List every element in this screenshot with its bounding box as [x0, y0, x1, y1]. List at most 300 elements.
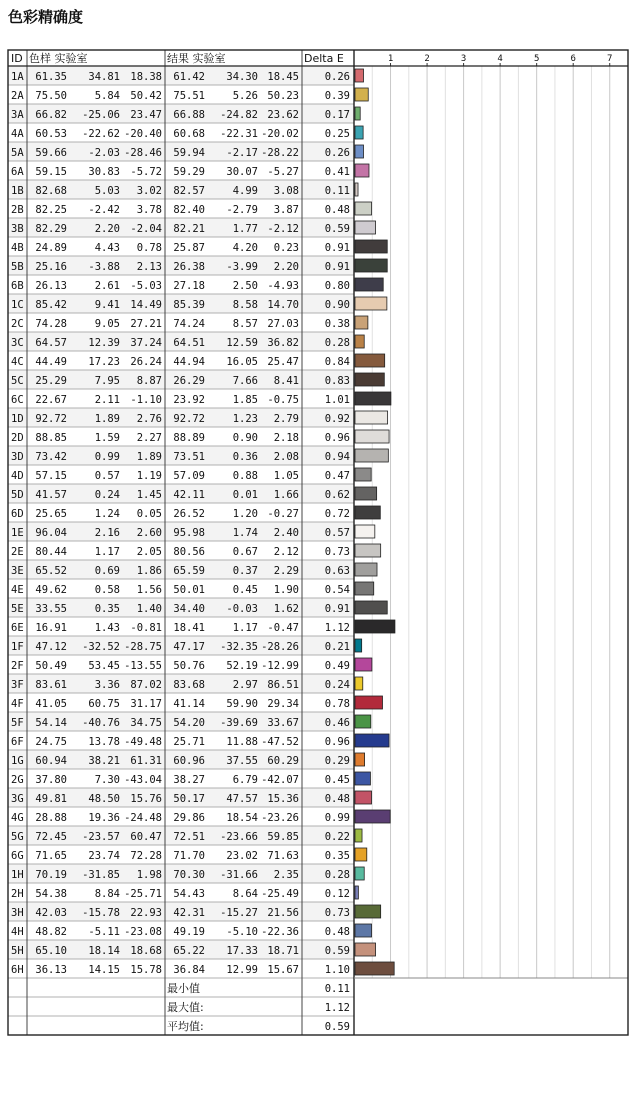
- sample-lab-value: 0.57: [94, 470, 120, 482]
- sample-lab-value: 22.67: [35, 394, 67, 406]
- page-title: 色彩精确度: [8, 8, 84, 26]
- delta-e-bar: [355, 259, 387, 272]
- sample-lab-value: 1.59: [94, 432, 120, 444]
- result-lab-value: 60.29: [267, 755, 299, 767]
- delta-e-value: 0.46: [324, 717, 350, 729]
- result-lab-value: 0.01: [232, 489, 258, 501]
- result-lab-value: -2.12: [267, 223, 299, 235]
- row-id: 2H: [11, 888, 24, 900]
- result-lab-value: 25.71: [173, 736, 205, 748]
- delta-e-bar: [355, 126, 363, 139]
- result-lab-value: -28.22: [261, 147, 299, 159]
- sample-lab-value: -43.04: [124, 774, 162, 786]
- sample-lab-value: -23.08: [124, 926, 162, 938]
- delta-e-value: 0.11: [324, 185, 350, 197]
- result-lab-value: -0.03: [226, 603, 258, 615]
- sample-lab-value: 87.02: [130, 679, 162, 691]
- sample-lab-value: -24.48: [124, 812, 162, 824]
- delta-e-value: 0.59: [324, 223, 350, 235]
- delta-e-value: 0.28: [324, 337, 350, 349]
- x-tick-label: 7: [607, 54, 613, 64]
- result-lab-value: 26.38: [173, 261, 205, 273]
- sample-lab-value: -32.52: [82, 641, 120, 653]
- result-lab-value: -12.99: [261, 660, 299, 672]
- row-id: 5D: [11, 489, 24, 501]
- row-id: 4G: [11, 812, 24, 824]
- result-lab-value: 83.68: [173, 679, 205, 691]
- result-lab-value: -25.49: [261, 888, 299, 900]
- row-id: 1B: [11, 185, 24, 197]
- result-lab-value: 61.42: [173, 71, 205, 83]
- delta-e-value: 0.54: [324, 584, 350, 596]
- sample-lab-value: 15.78: [130, 964, 162, 976]
- sample-lab-value: 83.61: [35, 679, 67, 691]
- result-lab-value: 42.11: [173, 489, 205, 501]
- result-lab-value: 42.31: [173, 907, 205, 919]
- result-lab-value: 44.94: [173, 356, 205, 368]
- delta-e-bar: [355, 772, 370, 785]
- delta-e-value: 1.10: [324, 964, 350, 976]
- sample-lab-value: 70.19: [35, 869, 67, 881]
- sample-lab-value: 15.76: [130, 793, 162, 805]
- delta-e-value: 0.25: [324, 128, 350, 140]
- result-lab-value: 25.47: [267, 356, 299, 368]
- delta-e-value: 0.92: [324, 413, 350, 425]
- result-lab-value: 66.88: [173, 109, 205, 121]
- result-lab-value: 82.40: [173, 204, 205, 216]
- result-lab-value: 8.58: [232, 299, 258, 311]
- sample-lab-value: -1.10: [130, 394, 162, 406]
- sample-lab-value: 61.31: [130, 755, 162, 767]
- sample-lab-value: -15.78: [82, 907, 120, 919]
- sample-lab-value: 22.93: [130, 907, 162, 919]
- sample-lab-value: 7.30: [94, 774, 120, 786]
- result-lab-value: 2.20: [273, 261, 299, 273]
- result-lab-value: 4.20: [232, 242, 258, 254]
- sample-lab-value: 49.62: [35, 584, 67, 596]
- delta-e-value: 0.17: [324, 109, 350, 121]
- delta-e-bar: [355, 430, 389, 443]
- delta-e-value: 0.26: [324, 147, 350, 159]
- delta-e-value: 0.24: [324, 679, 350, 691]
- delta-e-bar: [355, 734, 389, 747]
- delta-e-value: 0.28: [324, 869, 350, 881]
- delta-e-value: 0.73: [324, 907, 350, 919]
- row-id: 6G: [11, 850, 24, 862]
- column-header-delta: Delta E: [304, 52, 344, 65]
- result-lab-value: 30.07: [226, 166, 258, 178]
- sample-lab-value: -28.46: [124, 147, 162, 159]
- result-lab-value: 17.33: [226, 945, 258, 957]
- result-lab-value: 38.27: [173, 774, 205, 786]
- sample-lab-value: 0.78: [136, 242, 162, 254]
- sample-lab-value: 0.05: [136, 508, 162, 520]
- result-lab-value: 2.35: [273, 869, 299, 881]
- sample-lab-value: 2.16: [94, 527, 120, 539]
- row-id: 6D: [11, 508, 24, 520]
- result-lab-value: -32.35: [220, 641, 258, 653]
- delta-e-bar: [355, 354, 385, 367]
- sample-lab-value: 19.36: [88, 812, 120, 824]
- result-lab-value: 1.74: [232, 527, 258, 539]
- row-id: 3C: [11, 337, 24, 349]
- result-lab-value: 73.51: [173, 451, 205, 463]
- sample-lab-value: -0.81: [130, 622, 162, 634]
- delta-e-bar: [355, 164, 369, 177]
- sample-lab-value: 13.78: [88, 736, 120, 748]
- sample-lab-value: 37.80: [35, 774, 67, 786]
- result-lab-value: 65.22: [173, 945, 205, 957]
- delta-e-value: 0.96: [324, 736, 350, 748]
- sample-lab-value: 41.57: [35, 489, 67, 501]
- result-lab-value: 1.77: [232, 223, 258, 235]
- result-lab-value: -31.66: [220, 869, 258, 881]
- sample-lab-value: 2.61: [94, 280, 120, 292]
- sample-lab-value: 5.03: [94, 185, 120, 197]
- result-lab-value: -0.47: [267, 622, 299, 634]
- delta-e-bar: [355, 886, 358, 899]
- sample-lab-value: 2.05: [136, 546, 162, 558]
- row-id: 1F: [11, 641, 24, 653]
- result-lab-value: -0.27: [267, 508, 299, 520]
- delta-e-bar: [355, 373, 384, 386]
- row-id: 6A: [11, 166, 24, 178]
- sample-lab-value: 23.47: [130, 109, 162, 121]
- row-id: 6H: [11, 964, 24, 976]
- delta-e-value: 0.84: [324, 356, 350, 368]
- sample-lab-value: 48.82: [35, 926, 67, 938]
- result-lab-value: 49.19: [173, 926, 205, 938]
- x-tick-label: 2: [424, 54, 430, 64]
- result-lab-value: 1.20: [232, 508, 258, 520]
- sample-lab-value: 0.99: [94, 451, 120, 463]
- row-id: 4E: [11, 584, 24, 596]
- delta-e-bar: [355, 848, 367, 861]
- result-lab-value: 4.99: [232, 185, 258, 197]
- delta-e-bar: [355, 88, 368, 101]
- result-lab-value: 14.70: [267, 299, 299, 311]
- result-lab-value: 95.98: [173, 527, 205, 539]
- row-id: 5H: [11, 945, 24, 957]
- result-lab-value: 2.40: [273, 527, 299, 539]
- delta-e-bar: [355, 620, 395, 633]
- delta-e-bar: [355, 810, 390, 823]
- sample-lab-value: 14.15: [88, 964, 120, 976]
- sample-lab-value: 2.60: [136, 527, 162, 539]
- result-lab-value: 2.12: [273, 546, 299, 558]
- row-id: 1C: [11, 299, 24, 311]
- result-lab-value: 54.43: [173, 888, 205, 900]
- delta-e-value: 0.94: [324, 451, 350, 463]
- delta-e-bar: [355, 715, 371, 728]
- sample-lab-value: 1.89: [94, 413, 120, 425]
- result-lab-value: 25.87: [173, 242, 205, 254]
- result-lab-value: -15.27: [220, 907, 258, 919]
- delta-e-value: 0.38: [324, 318, 350, 330]
- delta-e-value: 0.48: [324, 926, 350, 938]
- result-lab-value: 6.79: [232, 774, 258, 786]
- sample-lab-value: 2.11: [94, 394, 120, 406]
- row-id: 2B: [11, 204, 24, 216]
- sample-lab-value: 1.86: [136, 565, 162, 577]
- sample-lab-value: 17.23: [88, 356, 120, 368]
- delta-e-value: 0.21: [324, 641, 350, 653]
- result-lab-value: -5.10: [226, 926, 258, 938]
- sample-lab-value: 0.24: [94, 489, 120, 501]
- row-id: 1A: [11, 71, 24, 83]
- result-lab-value: 60.68: [173, 128, 205, 140]
- row-id: 3E: [11, 565, 24, 577]
- delta-e-bar: [355, 601, 387, 614]
- row-id: 6F: [11, 736, 24, 748]
- sample-lab-value: 50.42: [130, 90, 162, 102]
- sample-lab-value: 18.38: [130, 71, 162, 83]
- sample-lab-value: 65.52: [35, 565, 67, 577]
- result-lab-value: 18.71: [267, 945, 299, 957]
- result-lab-value: 26.29: [173, 375, 205, 387]
- result-lab-value: -23.26: [261, 812, 299, 824]
- result-lab-value: 1.85: [232, 394, 258, 406]
- sample-lab-value: 1.45: [136, 489, 162, 501]
- sample-lab-value: 1.43: [94, 622, 120, 634]
- sample-lab-value: 66.82: [35, 109, 67, 121]
- sample-lab-value: 38.21: [88, 755, 120, 767]
- sample-lab-value: 2.76: [136, 413, 162, 425]
- result-lab-value: -24.82: [220, 109, 258, 121]
- result-lab-value: 1.05: [273, 470, 299, 482]
- result-lab-value: 52.19: [226, 660, 258, 672]
- delta-e-value: 0.49: [324, 660, 350, 672]
- delta-e-bar: [355, 658, 372, 671]
- delta-e-bar: [355, 506, 380, 519]
- result-lab-value: 1.17: [232, 622, 258, 634]
- result-lab-value: -22.36: [261, 926, 299, 938]
- result-lab-value: 2.97: [232, 679, 258, 691]
- delta-e-value: 0.45: [324, 774, 350, 786]
- delta-e-value: 0.41: [324, 166, 350, 178]
- result-lab-value: 2.79: [273, 413, 299, 425]
- sample-lab-value: 34.75: [130, 717, 162, 729]
- row-id: 4C: [11, 356, 24, 368]
- result-lab-value: 0.88: [232, 470, 258, 482]
- sample-lab-value: 88.85: [35, 432, 67, 444]
- delta-e-bar: [355, 69, 363, 82]
- result-lab-value: 54.20: [173, 717, 205, 729]
- sample-lab-value: 16.91: [35, 622, 67, 634]
- sample-lab-value: 26.13: [35, 280, 67, 292]
- result-lab-value: 65.59: [173, 565, 205, 577]
- x-tick-label: 5: [533, 54, 540, 64]
- row-id: 2G: [11, 774, 24, 786]
- sample-lab-value: 24.75: [35, 736, 67, 748]
- result-lab-value: -0.75: [267, 394, 299, 406]
- sample-lab-value: 1.40: [136, 603, 162, 615]
- summary-label: 平均值:: [167, 1020, 204, 1033]
- delta-e-value: 1.12: [324, 622, 350, 634]
- row-id: 5E: [11, 603, 24, 615]
- result-lab-value: 72.51: [173, 831, 205, 843]
- delta-e-value: 0.83: [324, 375, 350, 387]
- result-lab-value: 1.62: [273, 603, 299, 615]
- sample-lab-value: 60.94: [35, 755, 67, 767]
- sample-lab-value: 1.89: [136, 451, 162, 463]
- result-lab-value: 60.96: [173, 755, 205, 767]
- delta-e-value: 0.63: [324, 565, 350, 577]
- sample-lab-value: 3.36: [94, 679, 120, 691]
- result-lab-value: 12.99: [226, 964, 258, 976]
- sample-lab-value: -5.72: [130, 166, 162, 178]
- result-lab-value: 0.37: [232, 565, 258, 577]
- sample-lab-value: 60.47: [130, 831, 162, 843]
- result-lab-value: 82.21: [173, 223, 205, 235]
- row-id: 4B: [11, 242, 24, 254]
- result-lab-value: 50.01: [173, 584, 205, 596]
- result-lab-value: 0.36: [232, 451, 258, 463]
- result-lab-value: 86.51: [267, 679, 299, 691]
- sample-lab-value: -20.40: [124, 128, 162, 140]
- delta-e-value: 0.78: [324, 698, 350, 710]
- delta-e-value: 0.29: [324, 755, 350, 767]
- sample-lab-value: -2.42: [88, 204, 120, 216]
- sample-lab-value: 75.50: [35, 90, 67, 102]
- result-lab-value: -22.31: [220, 128, 258, 140]
- delta-e-bar: [355, 753, 365, 766]
- result-lab-value: 3.08: [273, 185, 299, 197]
- x-tick-label: 3: [460, 54, 467, 64]
- sample-lab-value: 2.13: [136, 261, 162, 273]
- sample-lab-value: 12.39: [88, 337, 120, 349]
- delta-e-value: 0.47: [324, 470, 350, 482]
- result-lab-value: 0.67: [232, 546, 258, 558]
- sample-lab-value: 5.84: [94, 90, 120, 102]
- row-id: 1H: [11, 869, 24, 881]
- delta-e-bar: [355, 107, 360, 120]
- result-lab-value: 57.09: [173, 470, 205, 482]
- row-id: 1E: [11, 527, 24, 539]
- result-lab-value: -5.27: [267, 166, 299, 178]
- result-lab-value: 59.90: [226, 698, 258, 710]
- sample-lab-value: 61.35: [35, 71, 67, 83]
- sample-lab-value: -23.57: [82, 831, 120, 843]
- sample-lab-value: 25.65: [35, 508, 67, 520]
- row-id: 4A: [11, 128, 24, 140]
- column-header-id: ID: [11, 52, 23, 65]
- delta-e-value: 0.99: [324, 812, 350, 824]
- delta-e-bar: [355, 677, 363, 690]
- result-lab-value: 36.84: [173, 964, 205, 976]
- result-lab-value: 8.41: [273, 375, 299, 387]
- result-lab-value: 8.57: [232, 318, 258, 330]
- delta-e-value: 0.91: [324, 603, 350, 615]
- delta-e-bar: [355, 544, 381, 557]
- delta-e-bar: [355, 696, 382, 709]
- delta-e-bar: [355, 943, 376, 956]
- row-id: 6E: [11, 622, 24, 634]
- result-lab-value: 21.56: [267, 907, 299, 919]
- result-lab-value: 29.86: [173, 812, 205, 824]
- sample-lab-value: 72.28: [130, 850, 162, 862]
- sample-lab-value: 37.24: [130, 337, 162, 349]
- sample-lab-value: 64.57: [35, 337, 67, 349]
- delta-e-value: 0.26: [324, 71, 350, 83]
- result-lab-value: 27.03: [267, 318, 299, 330]
- delta-e-value: 0.90: [324, 299, 350, 311]
- result-lab-value: 12.59: [226, 337, 258, 349]
- result-lab-value: 18.41: [173, 622, 205, 634]
- sample-lab-value: 50.49: [35, 660, 67, 672]
- sample-lab-value: 92.72: [35, 413, 67, 425]
- sample-lab-value: 1.98: [136, 869, 162, 881]
- sample-lab-value: 74.28: [35, 318, 67, 330]
- result-lab-value: 47.17: [173, 641, 205, 653]
- result-lab-value: 34.30: [226, 71, 258, 83]
- row-id: 3B: [11, 223, 24, 235]
- delta-e-bar: [355, 202, 372, 215]
- result-lab-value: 23.02: [226, 850, 258, 862]
- result-lab-value: -2.17: [226, 147, 258, 159]
- sample-lab-value: 41.05: [35, 698, 67, 710]
- sample-lab-value: -22.62: [82, 128, 120, 140]
- result-lab-value: 74.24: [173, 318, 205, 330]
- row-id: 3F: [11, 679, 24, 691]
- result-lab-value: 2.08: [273, 451, 299, 463]
- sample-lab-value: 36.13: [35, 964, 67, 976]
- result-lab-value: 3.87: [273, 204, 299, 216]
- sample-lab-value: -40.76: [82, 717, 120, 729]
- delta-e-bar: [355, 563, 377, 576]
- delta-e-value: 0.35: [324, 850, 350, 862]
- result-lab-value: 0.23: [273, 242, 299, 254]
- sample-lab-value: -28.75: [124, 641, 162, 653]
- result-lab-value: 26.52: [173, 508, 205, 520]
- sample-lab-value: 59.66: [35, 147, 67, 159]
- row-id: 6B: [11, 280, 24, 292]
- summary-label: 最大值:: [167, 1001, 204, 1014]
- sample-lab-value: 31.17: [130, 698, 162, 710]
- delta-e-value: 0.91: [324, 242, 350, 254]
- sample-lab-value: 8.84: [94, 888, 120, 900]
- sample-lab-value: 26.24: [130, 356, 162, 368]
- sample-lab-value: -13.55: [124, 660, 162, 672]
- row-id: 5F: [11, 717, 24, 729]
- x-tick-label: 1: [387, 54, 394, 64]
- delta-e-bar: [355, 487, 377, 500]
- x-tick-label: 4: [497, 54, 503, 64]
- column-header-sample: 色样 实验室: [29, 52, 88, 65]
- sample-lab-value: 23.74: [88, 850, 120, 862]
- sample-lab-value: 85.42: [35, 299, 67, 311]
- sample-lab-value: 18.14: [88, 945, 120, 957]
- sample-lab-value: 3.02: [136, 185, 162, 197]
- row-id: 4H: [11, 926, 24, 938]
- sample-lab-value: 34.81: [88, 71, 120, 83]
- result-lab-value: 18.54: [226, 812, 258, 824]
- delta-e-value: 0.48: [324, 793, 350, 805]
- result-lab-value: 92.72: [173, 413, 205, 425]
- result-lab-value: 23.62: [267, 109, 299, 121]
- result-lab-value: 27.18: [173, 280, 205, 292]
- result-lab-value: 23.92: [173, 394, 205, 406]
- result-lab-value: 0.90: [232, 432, 258, 444]
- delta-e-bar: [355, 297, 387, 310]
- sample-lab-value: 2.27: [136, 432, 162, 444]
- sample-lab-value: -25.06: [82, 109, 120, 121]
- sample-lab-value: 60.53: [35, 128, 67, 140]
- result-lab-value: -2.79: [226, 204, 258, 216]
- sample-lab-value: 48.50: [88, 793, 120, 805]
- result-lab-value: 37.55: [226, 755, 258, 767]
- sample-lab-value: 47.12: [35, 641, 67, 653]
